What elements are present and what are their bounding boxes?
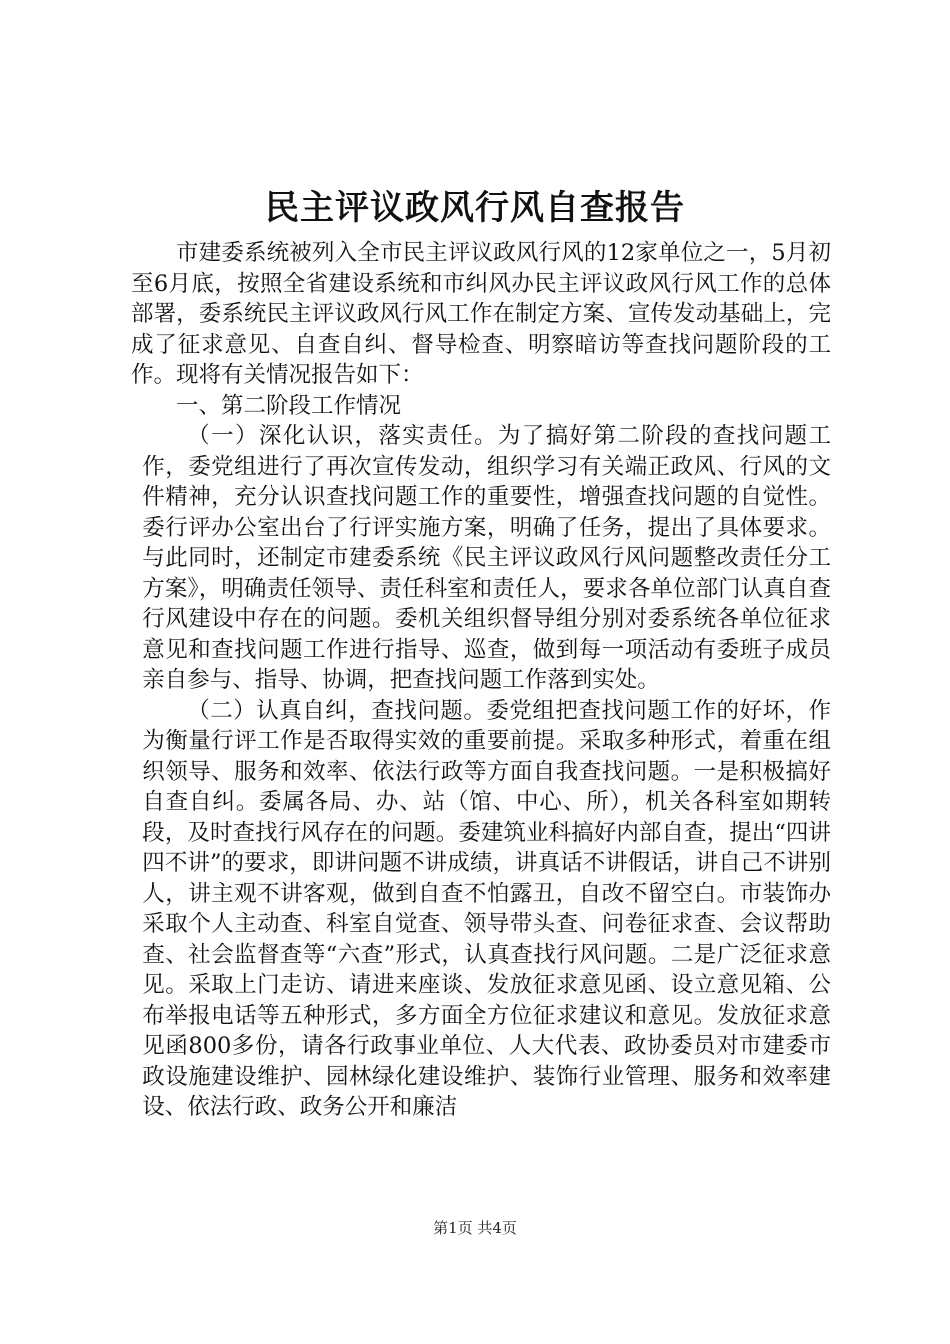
document-title: 民主评议政风行风自查报告: [265, 188, 685, 228]
subsection-paragraph-1: （一）深化认识，落实责任。为了搞好第二阶段的查找问题工作，委党组进行了再次宣传发动，组织学习有关端正政风、行风的文件精神，充分认识查找问题工作的重要性，增强查找问题的自觉性。委行评办公室出台了行评实施方案，明确了任务，提出了具体要求。与此同时，还制定市建委系统《民主评议政风行风问题整改责任分工方案》，明确责任领导、责任科室和责任人，要求各单位部门认真自查行风建设中存在的问题。委机关组织督导组分别对委系统各单位征求意见和查找问题工作进行指导、巡查，做到每一项活动有委班子成员亲自参与、指导、协调，把查找问题工作落到实处。: [142, 423, 831, 693]
subsection-paragraph-2: （二）认真自纠，查找问题。委党组把查找问题工作的好坏，作为衡量行评工作是否取得实效的重要前提。采取多种形式，着重在组织领导、服务和效率、依法行政等方面自我查找问题。一是积极搞好自查自纠。委属各局、办、站（馆、中心、所），机关各科室如期转段，及时查找行风存在的问题。委建筑业科搞好内部自查，提出“四讲四不讲”的要求，即讲问题不讲成绩，讲真话不讲假话，讲自己不讲别人，讲主观不讲客观，做到自查不怕露丑，自改不留空白。市装饰办采取个人主动查、科室自觉查、领导带头查、问卷征求查、会议帮助查、社会监督查等“六查”形式，认真查找行风问题。二是广泛征求意见。采取上门走访、请进来座谈、发放征求意见函、设立意见箱、公布举报电话等五种形式，多方面全方位征求建议和意见。发放征求意见函800多份，请各行政事业单位、人大代表、政协委员对市建委市政设施建设维护、园林绿化建设维护、装饰行业管理、服务和效率建设、依法行政、政务公开和廉洁: [142, 697, 831, 1120]
intro-paragraph: 市建委系统被列入全市民主评议政风行风的12家单位之一，5月初至6月底，按照全省建设系统和市纠风办民主评议政风行风工作的总体部署，委系统民主评议政风行风工作在制定方案、宣传发动基础上，完成了征求意见、自查自纠、督导检查、明察暗访等查找问题阶段的工作。现将有关情况报告如下：: [131, 240, 831, 388]
document-body: [131, 238, 831, 1123]
section-heading: 一、第二阶段工作情况: [176, 392, 402, 419]
page-footer: 第1页 共4页: [433, 1219, 517, 1237]
